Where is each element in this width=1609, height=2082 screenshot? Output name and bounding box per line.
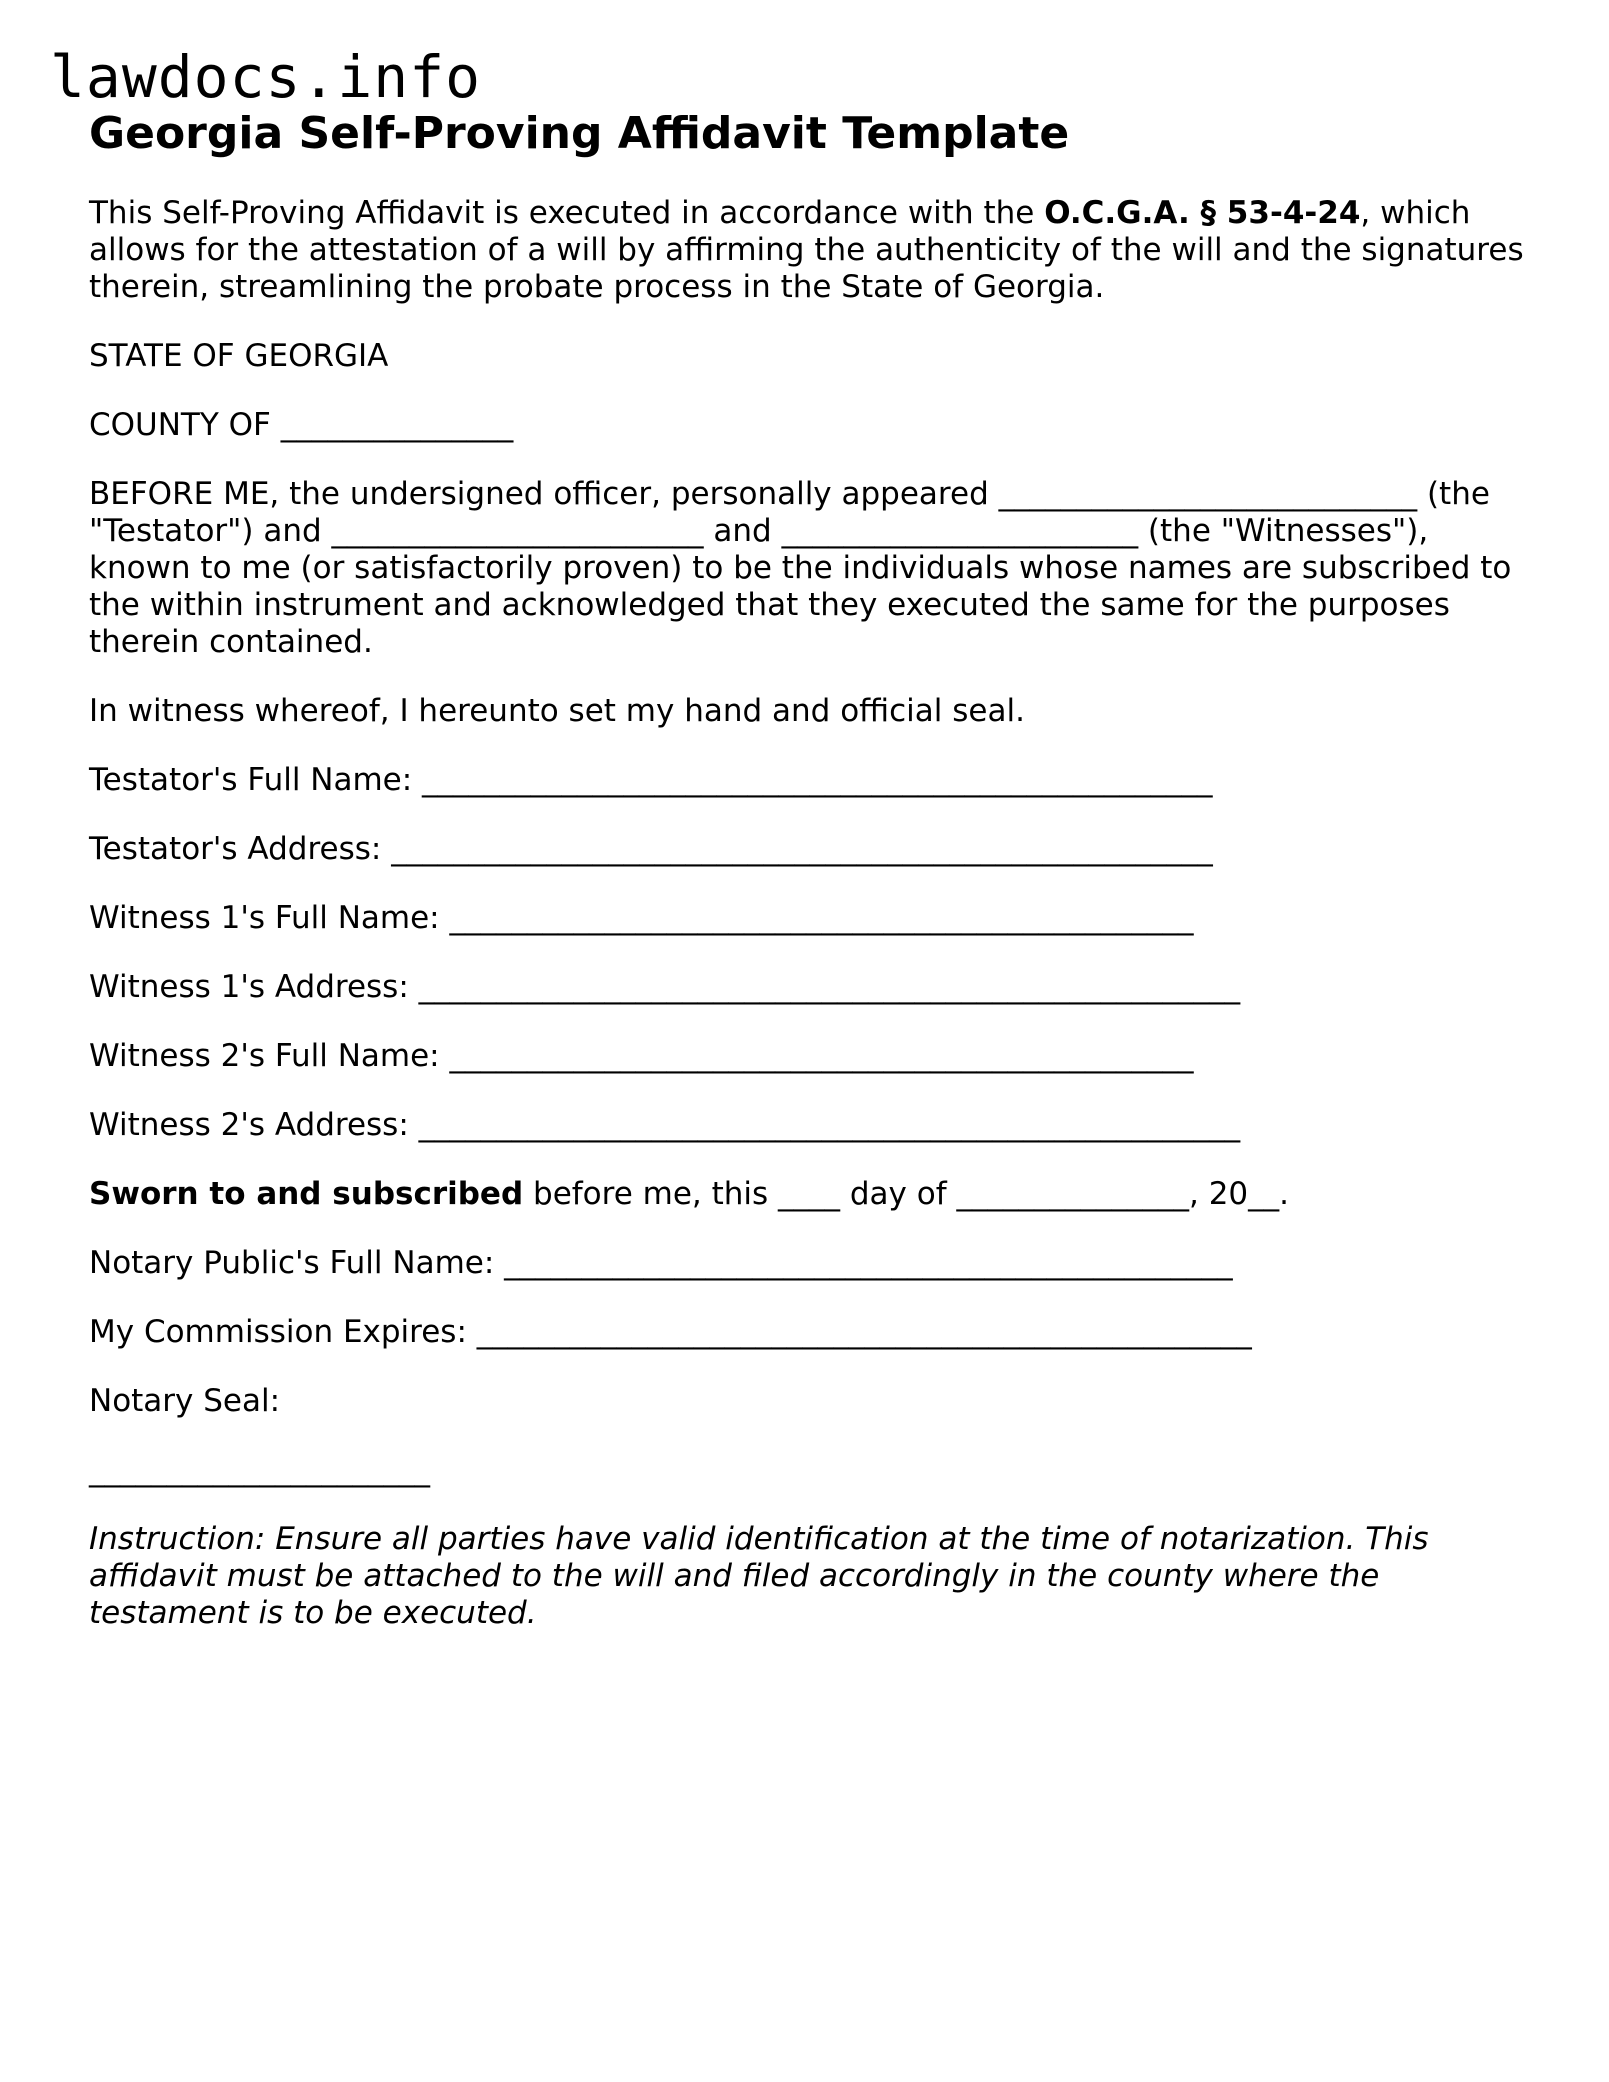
notary-signature-line: ______________________ <box>89 1451 430 1488</box>
site-brand-logo: lawdocs.info <box>50 43 482 111</box>
intro-text-before: This Self-Proving Affidavit is executed in accordance with the <box>89 194 1045 231</box>
testator-name-field: Testator's Full Name: ___________________________________________________ <box>89 761 1213 798</box>
notary-seal-label: Notary Seal: <box>89 1382 281 1419</box>
testator-address-field: Testator's Address: _____________________________________________________ <box>89 830 1213 867</box>
witness2-address-field: Witness 2's Address: _____________________________________________________ <box>89 1106 1241 1143</box>
sworn-rest-text: before me, this ____ day of _______________, 20__. <box>523 1175 1289 1212</box>
commission-expires-field: My Commission Expires: __________________________________________________ <box>89 1313 1252 1350</box>
witness-whereof-line: In witness whereof, I hereunto set my hand and official seal. <box>89 692 1025 729</box>
state-line: STATE OF GEORGIA <box>89 337 389 374</box>
appearance-paragraph: BEFORE ME, the undersigned officer, personally appeared ___________________________ (the "Testator") and ________________________ and _______________________ (the "Witnesses"), known to me (or satisfactorily proven) to be the individuals whose names are subscribed to the within instrument and acknowledged that they executed the same for the purposes therein contained. <box>89 475 1512 660</box>
sworn-line <box>89 1176 1529 1213</box>
sworn-bold-text: Sworn to and subscribed <box>89 1175 524 1212</box>
intro-text-after: , which allows for the attestation of a will by affirming the authenticity of the will and the signatures therein, streamlining the probate process in the State of Georgia. <box>89 194 1524 305</box>
witness1-name-field: Witness 1's Full Name: ________________________________________________ <box>89 899 1194 936</box>
witness2-name-field: Witness 2's Full Name: ________________________________________________ <box>89 1037 1194 1074</box>
statute-citation: O.C.G.A. § 53-4-24 <box>1044 194 1361 231</box>
county-field: COUNTY OF _______________ <box>89 406 514 443</box>
witness1-address-field: Witness 1's Address: _____________________________________________________ <box>89 968 1241 1005</box>
intro-paragraph <box>89 195 1529 306</box>
notary-name-field: Notary Public's Full Name: _______________________________________________ <box>89 1244 1233 1281</box>
document-title: Georgia Self-Proving Affidavit Template <box>89 108 1070 159</box>
instruction-note: Instruction: Ensure all parties have valid identification at the time of notarization. This affidavit must be attached to the will and filed accordingly in the county where the testament is to be executed. <box>89 1520 1429 1631</box>
affidavit-document <box>89 108 1529 1664</box>
